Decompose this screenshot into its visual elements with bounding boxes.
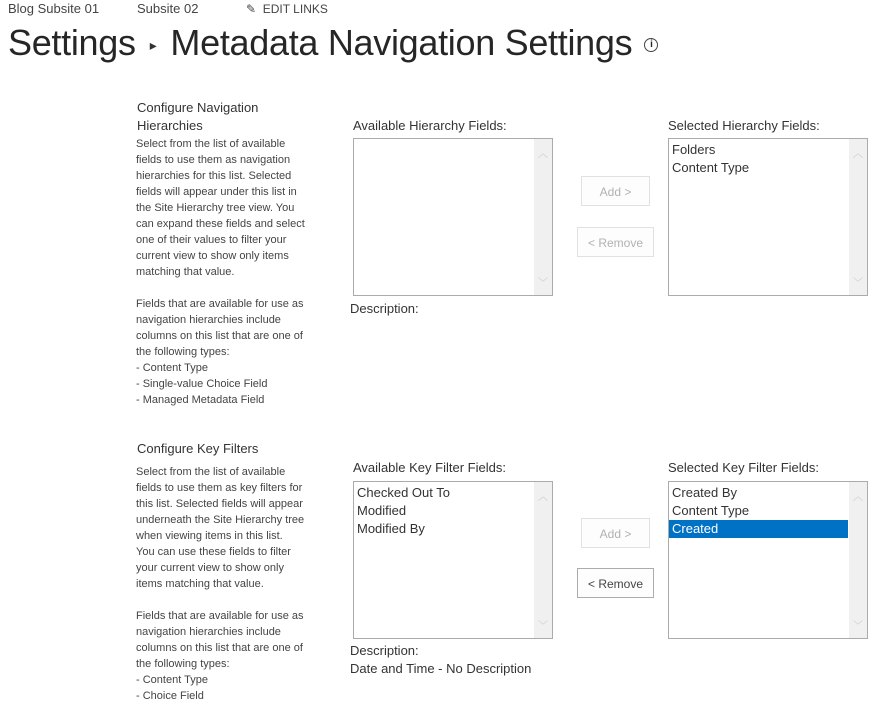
description-line: Select from the list of available: [136, 138, 286, 150]
scroll-down-icon[interactable]: ﹀: [853, 278, 863, 289]
description-line: fields to use them as key filters for: [136, 482, 303, 494]
list-option[interactable]: Content Type: [672, 160, 750, 175]
description-line: fields will appear under this list in: [136, 186, 297, 198]
pencil-icon: ✎: [246, 2, 257, 16]
description-line: - Content Type: [136, 674, 208, 686]
page-title: [8, 22, 658, 64]
scrollbar[interactable]: [534, 139, 552, 295]
description-line: the following types:: [136, 658, 230, 670]
scroll-up-icon[interactable]: ︿: [538, 492, 548, 503]
description-line: the following types:: [136, 346, 230, 358]
description-line: can expand these fields and select: [136, 218, 305, 230]
filters-description: [136, 464, 326, 592]
description-line: this list. Selected fields will appear: [136, 498, 303, 510]
list-option[interactable]: Created By: [672, 485, 738, 500]
hierarchies-types: [136, 296, 326, 408]
description-line: navigation hierarchies include: [136, 626, 281, 638]
description-line: one of their values to filter your: [136, 234, 287, 246]
scroll-down-icon[interactable]: ﹀: [853, 621, 863, 632]
scrollbar[interactable]: [534, 482, 552, 638]
description-line: items matching that value.: [136, 578, 264, 590]
scroll-up-icon[interactable]: ︿: [853, 149, 863, 160]
description-line: navigation hierarchies include: [136, 314, 281, 326]
selected-filter-label: Selected Key Filter Fields:: [668, 460, 820, 475]
breadcrumb-settings[interactable]: Settings: [8, 22, 136, 63]
list-option[interactable]: Modified: [357, 503, 407, 518]
description-line: Fields that are available for use as: [136, 610, 304, 622]
available-filter-listbox[interactable]: [353, 481, 553, 639]
filters-types: [136, 608, 326, 704]
nav-link-blog-subsite[interactable]: Blog Subsite 01: [8, 1, 100, 16]
scroll-down-icon[interactable]: ﹀: [538, 278, 548, 289]
hierarchies-description: [136, 136, 326, 280]
description-line: Select from the list of available: [136, 466, 286, 478]
hierarchies-heading: Configure Navigation Hierarchies: [137, 100, 259, 133]
info-icon[interactable]: i: [644, 38, 658, 52]
description-line: your current view to show only: [136, 562, 284, 574]
edit-links-label: EDIT LINKS: [262, 2, 328, 16]
scroll-down-icon[interactable]: ﹀: [538, 621, 548, 632]
filters-heading: Configure Key Filters: [137, 441, 259, 456]
description-line: fields to use them as navigation: [136, 154, 291, 166]
list-option[interactable]: Content Type: [672, 503, 750, 518]
filter-description-text: Date and Time - No Description: [350, 661, 532, 676]
description-line: current view to show only items: [136, 250, 289, 262]
description-line: You can use these fields to filter: [136, 546, 291, 558]
available-hierarchy-listbox[interactable]: [353, 138, 553, 296]
available-filter-label: Available Key Filter Fields:: [353, 460, 506, 475]
list-option[interactable]: Modified By: [357, 521, 425, 536]
selected-filter-listbox[interactable]: [668, 481, 868, 639]
nav-link-subsite-02[interactable]: Subsite 02: [137, 1, 199, 16]
description-line: - Single-value Choice Field: [136, 378, 268, 390]
description-line: - Content Type: [136, 362, 208, 374]
scrollbar[interactable]: [849, 482, 867, 638]
description-line: columns on this list that are one of: [136, 330, 303, 342]
breadcrumb-arrow-icon: ▸: [149, 36, 157, 53]
description-line: - Choice Field: [136, 690, 204, 702]
description-line: underneath the Site Hierarchy tree: [136, 514, 305, 526]
filter-description-label: Description:: [350, 643, 419, 658]
edit-links-button[interactable]: [246, 2, 328, 16]
description-line: the Site Hierarchy tree view. You: [136, 202, 295, 214]
available-hierarchy-label: Available Hierarchy Fields:: [353, 118, 507, 133]
description-line: columns on this list that are one of: [136, 642, 303, 654]
description-line: hierarchies for this list. Selected: [136, 170, 292, 182]
list-option[interactable]: Created: [669, 520, 848, 538]
description-line: when viewing items in this list.: [136, 530, 283, 542]
hierarchy-description-label: Description:: [350, 301, 419, 316]
scrollbar[interactable]: [849, 139, 867, 295]
description-line: matching that value.: [136, 266, 235, 278]
description-line: - Managed Metadata Field: [136, 394, 265, 406]
list-option[interactable]: Folders: [672, 142, 716, 157]
hierarchy-remove-button[interactable]: < Remove: [577, 227, 654, 257]
list-option[interactable]: Checked Out To: [357, 485, 450, 500]
hierarchy-add-button[interactable]: Add >: [581, 176, 650, 206]
filter-add-button[interactable]: Add >: [581, 518, 650, 548]
selected-hierarchy-listbox[interactable]: [668, 138, 868, 296]
scroll-up-icon[interactable]: ︿: [538, 149, 548, 160]
description-line: Fields that are available for use as: [136, 298, 304, 310]
page-title-current: Metadata Navigation Settings: [170, 22, 633, 63]
selected-hierarchy-label: Selected Hierarchy Fields:: [668, 118, 820, 133]
filter-remove-button[interactable]: < Remove: [577, 568, 654, 598]
scroll-up-icon[interactable]: ︿: [853, 492, 863, 503]
